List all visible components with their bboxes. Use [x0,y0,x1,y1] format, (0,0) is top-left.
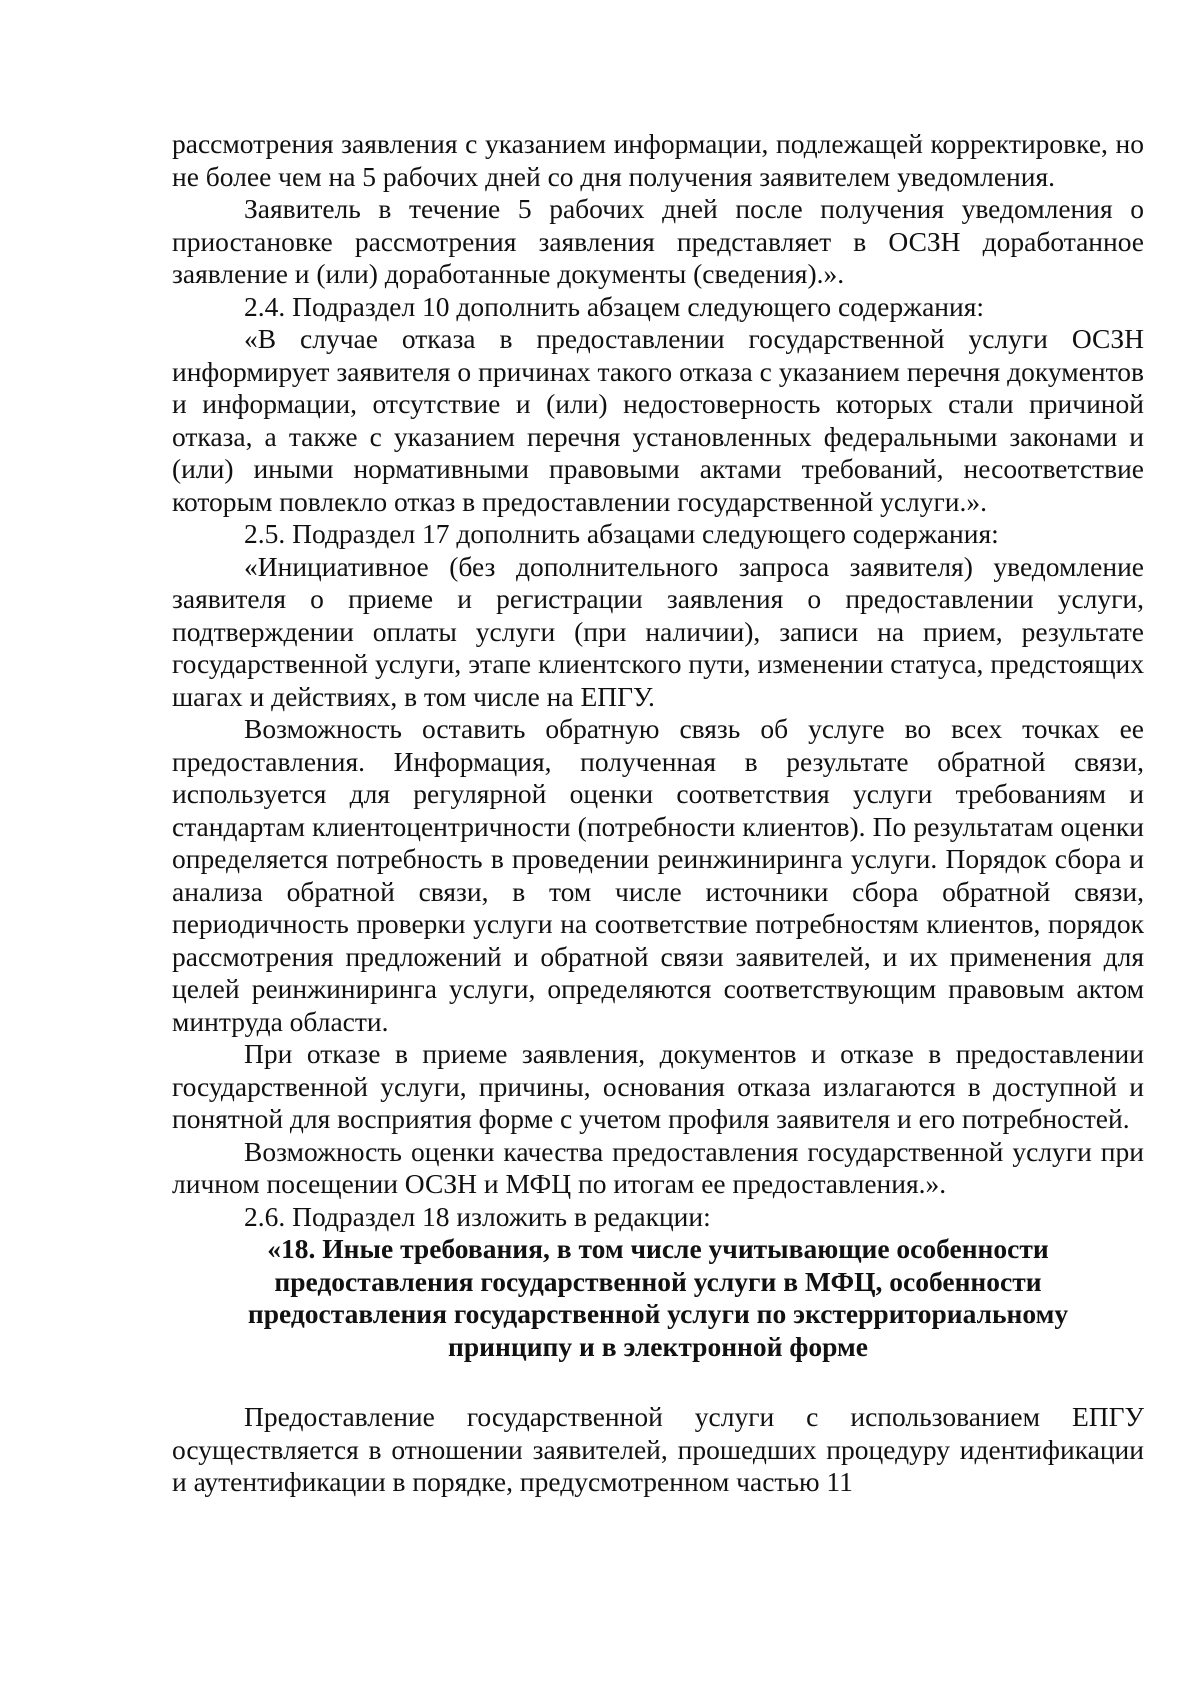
paragraph-continuation: рассмотрения заявления с указанием информации, подлежащей корректировке, но не более чем на 5 рабочих дней со дня получения заявителем уведомления. [172,128,1144,192]
paragraph-feedback: Возможность оставить обратную связь об услуге во всех точках ее предоставления. Информация, полученная в результате обратной связи, используется для регулярной оценки соответствия услуги требованиям и стандартам клиентоцентричности (потребности клиентов). По результатам оценки определяется потребность в проведении реинжиниринга услуги. Порядок сбора и анализа обратной связи, в том числе источники сбора обратной связи, периодичность проверки услуги на соответствие потребностям клиентов, порядок рассмотрения предложений и обратной связи заявителей, и их применения для целей реинжиниринга услуги, определяются соответствующим правовым актом минтруда области. [172,713,1144,1037]
spacer [172,1363,1144,1401]
heading-line: принципу и в электронной форме [448,1330,868,1362]
paragraph-quality-assessment: Возможность оценки качества предоставления государственной услуги при личном посещении ОСЗН и МФЦ по итогам ее предоставления.». [172,1135,1144,1199]
paragraph-initiative-notification: «Инициативное (без дополнительного запроса заявителя) уведомление заявителя о приеме и регистрации заявления о предоставлении услуги, подтверждении оплаты услуги (при наличии), записи на прием, результате государственной услуги, этапе клиентского пути, изменении статуса, предстоящих шагах и действиях, в том числе на ЕПГУ. [172,550,1144,712]
paragraph-clause-2-4: 2.4. Подраздел 10 дополнить абзацем следующего содержания: [244,290,985,322]
document-page [172,128,1144,1499]
heading-line: «18. Иные требования, в том числе учитывающие особенности [267,1233,1049,1264]
paragraph-epgu-provision: Предоставление государственной услуги с использованием ЕПГУ осуществляется в отношении заявителей, прошедших процедуру идентификации и аутентификации в порядке, предусмотренном частью 11 [172,1401,1144,1497]
paragraph-clause-2-6: 2.6. Подраздел 18 изложить в редакции: [244,1200,711,1232]
heading-line: предоставления государственной услуги в МФЦ, особенности [274,1265,1042,1297]
section-heading [172,1233,1144,1363]
paragraph-applicant-deadline: Заявитель в течение 5 рабочих дней после получения уведомления о приостановке рассмотрения заявления представляет в ОСЗН доработанное заявление и (или) доработанные документы (сведения).». [172,193,1144,289]
paragraph-clause-2-5: 2.5. Подраздел 17 дополнить абзацами следующего содержания: [244,518,999,549]
heading-line: предоставления государственной услуги по экстерриториальному [247,1298,1069,1329]
paragraph-refusal-reasons: При отказе в приеме заявления, документов и отказе в предоставлении государственной услуги, причины, основания отказа излагаются в доступной и понятной для восприятия форме с учетом профиля заявителя и его потребностей. [172,1038,1144,1134]
paragraph-refusal-notice: «В случае отказа в предоставлении государственной услуги ОСЗН информирует заявителя о причинах такого отказа с указанием перечня документов и информации, отсутствие и (или) недостоверность которых стали причиной отказа, а также с указанием перечня установленных федеральными законами и (или) иными нормативными правовыми актами требований, несоответствие которым повлекло отказ в предоставлении государственной услуги.». [172,323,1144,517]
